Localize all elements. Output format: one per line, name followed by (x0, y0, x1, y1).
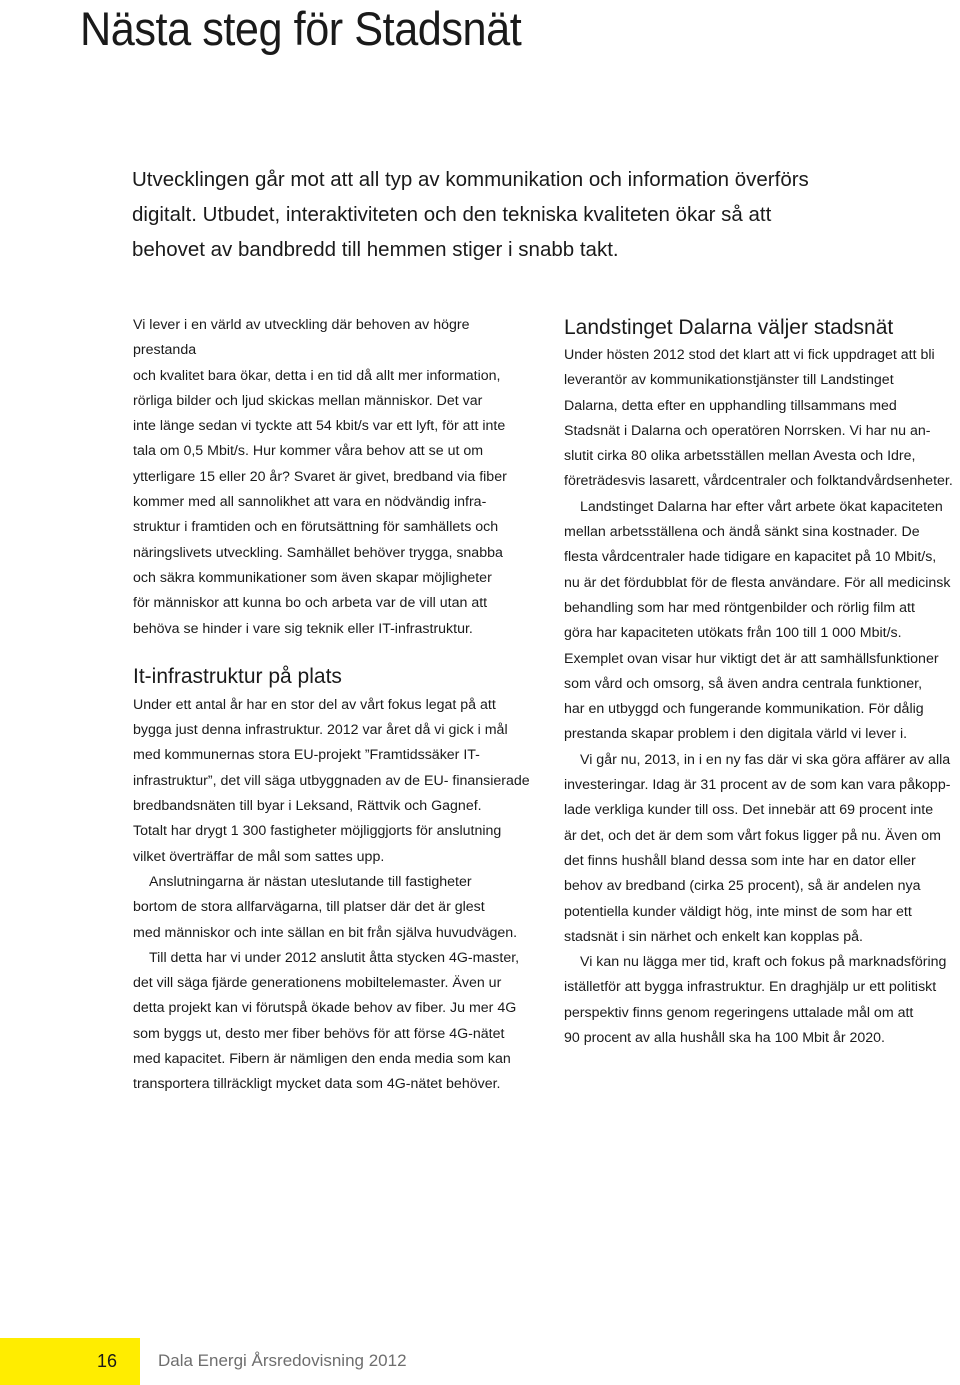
intro-paragraph: Utvecklingen går mot att all typ av kommunikation och information överförs digitalt. Utbudet, interaktiviteten och den tekniska kvaliteten ökar så att behovet av bandbredd till hemmen stiger i snabb takt. (132, 168, 809, 261)
right-column (564, 313, 960, 1051)
lead-paragraph: Vi lever i en värld av utveckling där behoven av högre prestanda och kvalitet bara ökar, detta i en tid då allt mer information, rörliga bilder och ljud skickas mellan människor. Det var inte länge sedan vi tyckte att 54 kbit/s var ett lyft, för att inte tala om 0,5 Mbit/s. Hur kommer våra behov att se ut om ytterligare 15 eller 20 år? Svaret är givet, bredband via fiber kommer med all sannolikhet att vara en nödvändig infra- struktur i framtiden och en förutsättning för samhällets och näringslivets utveckling. Samhället behöver trygga, snabba och säkra kommunikationer som även skapar möjligheter för människor att kunna bo och arbeta var de vill utan att behöva se hinder i vare sig teknik eller IT-infrastruktur. (133, 317, 507, 637)
section-heading-it-infrastructure: It-infrastruktur på plats (133, 664, 342, 688)
body-paragraph: Landstinget Dalarna har efter vårt arbete ökat kapaciteten mellan arbetsställena och ändå sänkt sina kostnader. De flesta vårdcentraler hade tidigare en kapacitet på 10 Mbit/s, nu är det fördubblat för de flesta användare. För all medicinsk behandling som har med röntgenbilder och rörlig film att göra har kapaciteten utökats från 100 till 1 000 Mbit/s. Exemplet ovan visar hur viktigt det är att samhällsfunktioner som vård och omsorg, så även andra centrala funktioner, har en utbyggd och fungerande kommunikation. För dålig prestanda skapar problem i den digitala värld vi lever i. (564, 498, 951, 743)
body-paragraph: Till detta har vi under 2012 anslutit åtta stycken 4G-master, det vill säga fjärde generationens mobiltelemaster. Även ur detta projekt kan vi förutspå ökade behov av fiber. Ju mer 4G som byggs ut, desto mer fiber behövs för att förse 4G-nätet med kapacitet. Fibern är nämligen den enda media som kan transportera tillräckligt mycket data som 4G-nätet behöver. (133, 949, 520, 1093)
page-title: Nästa steg för Stadsnät (80, 2, 522, 55)
body-paragraph: Vi kan nu lägga mer tid, kraft och fokus på marknadsföring iställetför att bygga infrastruktur. En draghjälp ur ett politiskt perspektiv finns genom regeringens uttalade mål om att 90 procent av alla hushåll ska ha 100 Mbit år 2020. (564, 954, 947, 1047)
body-paragraph: Under hösten 2012 stod det klart att vi fick uppdraget att bli leverantör av kommunikationstjänster till Landstinget Dalarna, detta efter en upphandling tillsammans med Stadsnät i Dalarna och operatören Norrsken. Vi har nu an- slutit cirka 80 olika arbetsställen mellan Avesta och Idre, företrädesvis lasarett, vårdcentraler och folktandvårdsenheter. (564, 347, 953, 490)
page-number: 16 (97, 1351, 118, 1371)
body-paragraph: Under ett antal år har en stor del av vårt fokus legat på att bygga just denna infrastruktur. 2012 var året då vi gick i mål med kommunernas stora EU-projekt ”Framtidssäker IT- infrastruktur”, det vill säga utbyggnaden av de EU- finansierade bredbandsnäten till byar i Leksand, Rättvik och Gagnef. Totalt har drygt 1 300 fastigheter möjliggjorts för anslutning vilket överträffar de mål som sattes upp. (133, 696, 530, 865)
left-column (133, 313, 533, 1098)
footer-publication-title: Dala Energi Årsredovisning 2012 (158, 1351, 407, 1370)
intro-section (132, 162, 832, 267)
section-heading-landstinget: Landstinget Dalarna väljer stadsnät (564, 316, 894, 339)
footer-accent-box (0, 1338, 140, 1385)
body-paragraph: Anslutningarna är nästan uteslutande till fastigheter bortom de stora allfarvägarna, till platser där det är glest med människor och inte sällan en bit från själva huvudvägen. (133, 873, 518, 941)
body-paragraph: Vi går nu, 2013, in i en ny fas där vi ska göra affärer av alla investeringar. Idag är 31 procent av de som kan vara påkopp- lade verkliga kunder till oss. Det innebär att 69 procent inte är det, och det är dem som vårt fokus ligger på nu. Även om det finns hushåll bland dessa som inte har en dator eller behov av bredband (cirka 25 procent), så är andelen nya potentiella kunder väldigt hög, inte minst de som har ett stadsnät i sin närhet och enkelt kan kopplas på. (564, 751, 951, 945)
